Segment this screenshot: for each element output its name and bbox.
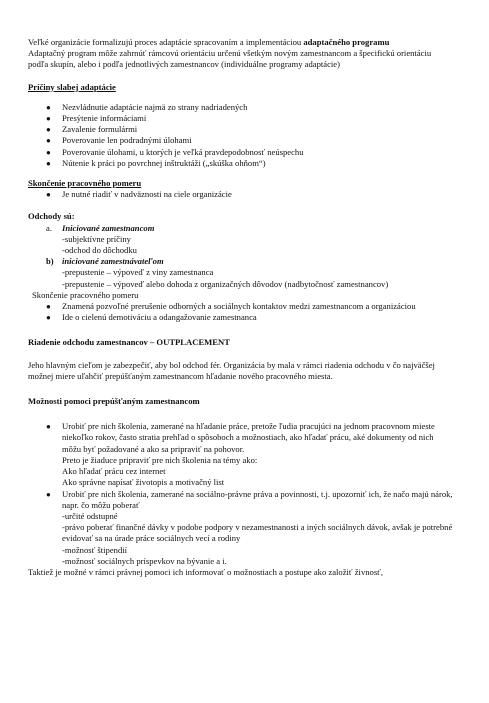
bullet-icon: ● (46, 136, 51, 146)
weak-adaptation-heading: Príčiny slabej adaptácie (28, 81, 116, 92)
bullet-icon: ● (46, 489, 51, 499)
list-item: -prepustenie – výpoveď alebo dohoda z organizačných dôvodov (nadbytočnosť zamestnancov) (62, 278, 389, 289)
departures-type-a-label: Iniciované zamestnancom (62, 222, 155, 233)
employment-end-heading: Skončenie pracovného pomeru (28, 178, 142, 189)
bullet-icon: ● (46, 147, 51, 157)
intro-paragraph (28, 37, 453, 48)
list-item: ● Nútenie k práci po povrchnej inštruktáži („skúška ohňom“) (46, 157, 266, 168)
list-item: Ako správne napísať životopis a motivačný list (62, 477, 225, 488)
departures-type-b-label: iniciované zamestnávateľom (62, 256, 164, 267)
list-letter: a. (46, 222, 52, 233)
bullet-icon: ● (46, 302, 51, 312)
intro-text: Veľké organizácie formalizujú proces adaptácie spracovaním a implementáciou (28, 37, 304, 47)
list-item: ● Nezvládnutie adaptácie najmä zo strany nadriadených (46, 101, 248, 112)
bullet-icon: ● (46, 313, 51, 323)
document-content (28, 37, 453, 578)
list-item: ● Poverovanie úlohami, u ktorých je veľká pravdepodobnosť neúspechu (46, 146, 304, 157)
list-item: -možnosť sociálnych príspevkov na bývanie a i. (62, 555, 227, 566)
list-item: ● Poverovanie len podradnými úlohami (46, 135, 192, 146)
list-item: ● Znamená pozvoľné prerušenie odborných a sociálnych kontaktov medzi zamestnancom a organizáciou (46, 301, 416, 312)
departures-list (28, 301, 453, 323)
list-item: -právo poberať finančné dávky v podobe podpory v nezamestnanosti a iných sociálnych dávok, avšak je potrebné evidovať sa na úrade práce sociálnych vecí a rodiny (62, 522, 453, 544)
bullet-icon: ● (46, 102, 51, 112)
list-item: ● Zavalenie formulármi (46, 124, 138, 135)
bullet-icon: ● (46, 190, 51, 200)
list-item: Ako hľadať prácu cez internet (62, 466, 166, 477)
help-list-2 (28, 489, 453, 511)
list-item: -prepustenie – výpoveď z viny zamestnanca (62, 267, 214, 278)
list-item: -možnosť štipendií (62, 544, 128, 555)
bullet-icon: ● (46, 114, 51, 124)
list-item: -odchod do dôchodku (62, 245, 137, 256)
list-item: -subjektívne príčiny (62, 233, 131, 244)
list-item: ● Je nutné riadiť v nadväznosti na ciele organizácie (46, 189, 232, 200)
list-item: Preto je žiaduce pripraviť pre nich školenia na témy ako: (62, 454, 258, 465)
weak-adaptation-list (28, 102, 453, 169)
bullet-icon: ● (46, 125, 51, 135)
outplacement-text: Jeho hlavným cieľom je zabezpečiť, aby bol odchod fér. Organizácia by mala v rámci riadenia odchodu v čo najväčšej možnej miere uľahčiť prepúšťaným zamestnancom hľadanie nového pracovného miesta. (28, 359, 435, 381)
list-letter: b) (46, 256, 54, 267)
help-list (28, 421, 453, 455)
outplacement-heading: Riadenie odchodu zamestnancov – OUTPLACEMENT (28, 337, 230, 348)
list-item: ● Urobiť pre nich školenia, zamerané na hľadanie práce, pretože ľudia pracujúci na jednom pracovnom mieste niekoľko rokov, často stratia prehľad o spôsoboch a možnostiach, ako hľadať prácu, aké dokumenty od nich môžu byť požadované a ako sa pripraviť na pohovor. (46, 421, 435, 454)
list-item: ● Presýtenie informáciami (46, 113, 147, 124)
departures-type-a (28, 223, 453, 234)
bullet-icon: ● (46, 158, 51, 168)
list-item: -určité odstupné (62, 510, 118, 521)
departures-type-b (28, 256, 453, 267)
departures-heading: Odchody sú: (28, 211, 75, 222)
list-item: ● Urobiť pre nich školenia, zamerané na sociálno-právne práva a povinnosti, t.j. upozorniť ich, že načo majú nárok, napr. čo môžu poberať (46, 488, 453, 510)
list-item: ● Ide o cielenú demotiváciu a odangažovanie zamestnanca (46, 312, 257, 323)
intro-paragraph-2: Adaptačný program môže zahrnúť rámcovú orientáciu určenú všetkým novým zamestnancom a špecifickú orientáciu podľa skupín, alebo i podľa jednotlivých zamestnancov (individuálne programy adaptácie) (28, 48, 432, 70)
bullet-icon: ● (46, 422, 51, 432)
intro-bold-term: adaptačného programu (303, 37, 390, 47)
employment-end-list (28, 189, 453, 200)
closing-text: Taktiež je možné v rámci právnej pomoci ich informovať o možnostiach a postupe ako založiť živnosť, (28, 566, 384, 577)
departures-subheading: Skončenie pracovného pomeru (32, 289, 139, 300)
help-heading: Možnosti pomoci prepúšťaným zamestnancom (28, 396, 200, 407)
